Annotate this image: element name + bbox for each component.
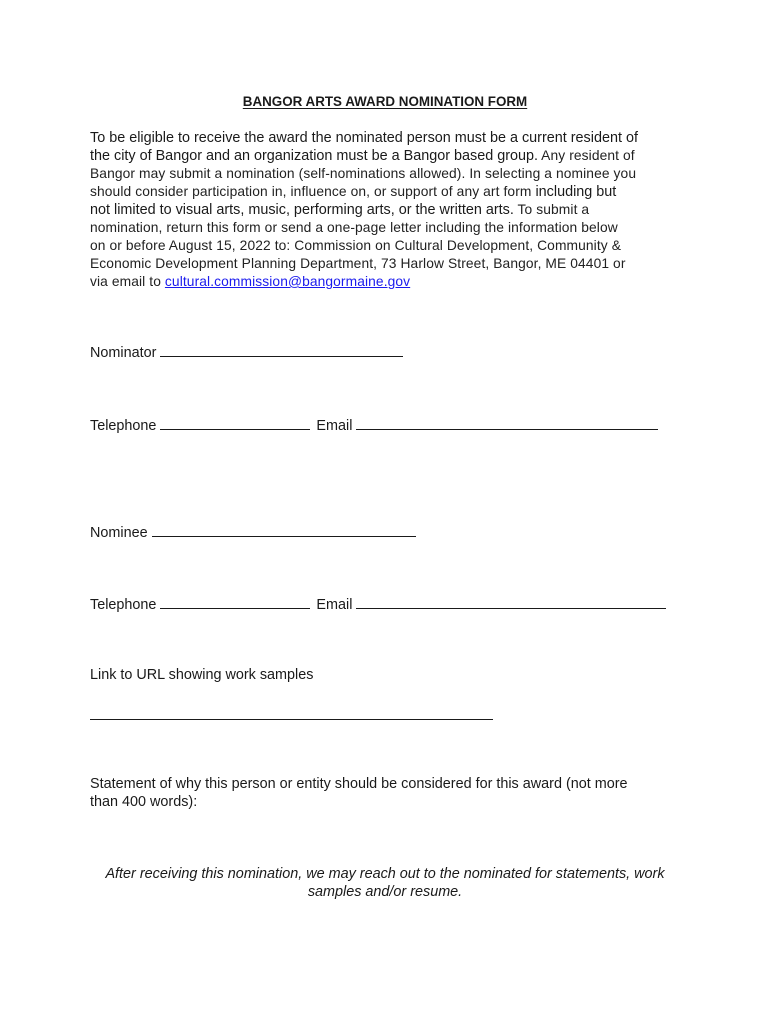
intro-line: nomination, return this form or send a one-page letter including the information below [90,220,618,235]
nominator-label: Nominator [90,345,157,361]
intro-text: including but [531,184,617,200]
intro-text: Any resident of [538,148,635,163]
nominee-label: Nominee [90,525,148,541]
statement-prompt [90,775,690,811]
intro-line [90,201,690,219]
nominee-telephone-label: Telephone [90,597,157,613]
intro-line: Bangor may submit a nomination (self-nominations allowed). In selecting a nominee you [90,166,637,181]
url-field[interactable] [90,719,493,720]
intro-line: To be eligible to receive the award the nominated person must be a current resident of [90,130,638,146]
nominator-telephone-field[interactable] [160,416,310,430]
nominator-telephone-label: Telephone [90,418,157,434]
intro-line: Economic Development Planning Department, 73 Harlow Street, Bangor, ME 04401 or [90,256,626,271]
url-label: Link to URL showing work samples [90,667,314,683]
footer-note [0,865,770,901]
nominee-telephone-field[interactable] [160,595,310,609]
nominee-row [90,523,416,541]
intro-text: not limited to visual arts, music, performing arts, or the written arts. [90,202,514,218]
nominator-email-field[interactable] [356,416,658,430]
intro-line [90,147,690,165]
statement-line: Statement of why this person or entity should be considered for this award (not more [90,776,628,792]
nominee-email-field[interactable] [356,595,666,609]
intro-text: To submit a [513,202,590,217]
statement-line: than 400 words): [90,794,198,810]
form-title: BANGOR ARTS AWARD NOMINATION FORM [242,94,528,109]
nominee-contact-row [90,595,666,613]
intro-line: on or before August 15, 2022 to: Commission on Cultural Development, Community & [90,238,622,253]
nominee-email-label: Email [316,597,353,613]
nominator-contact-row [90,416,658,434]
footer-line: samples and/or resume. [307,884,463,900]
intro-text: the city of Bangor and an organization must be a Bangor based group. [90,148,539,164]
intro-paragraph [90,129,690,291]
intro-text: via email to [90,274,165,289]
footer-line: After receiving this nomination, we may reach out to the nominated for statements, work [105,866,665,882]
nominator-email-label: Email [316,418,353,434]
intro-line [90,183,690,201]
email-link[interactable]: cultural.commission@bangormaine.gov [164,274,411,289]
nominee-field[interactable] [152,523,416,537]
nominator-field[interactable] [160,343,403,357]
intro-line [90,273,690,291]
intro-text: should consider participation in, influence on, or support of any art form [90,184,532,199]
nominator-row [90,343,403,361]
